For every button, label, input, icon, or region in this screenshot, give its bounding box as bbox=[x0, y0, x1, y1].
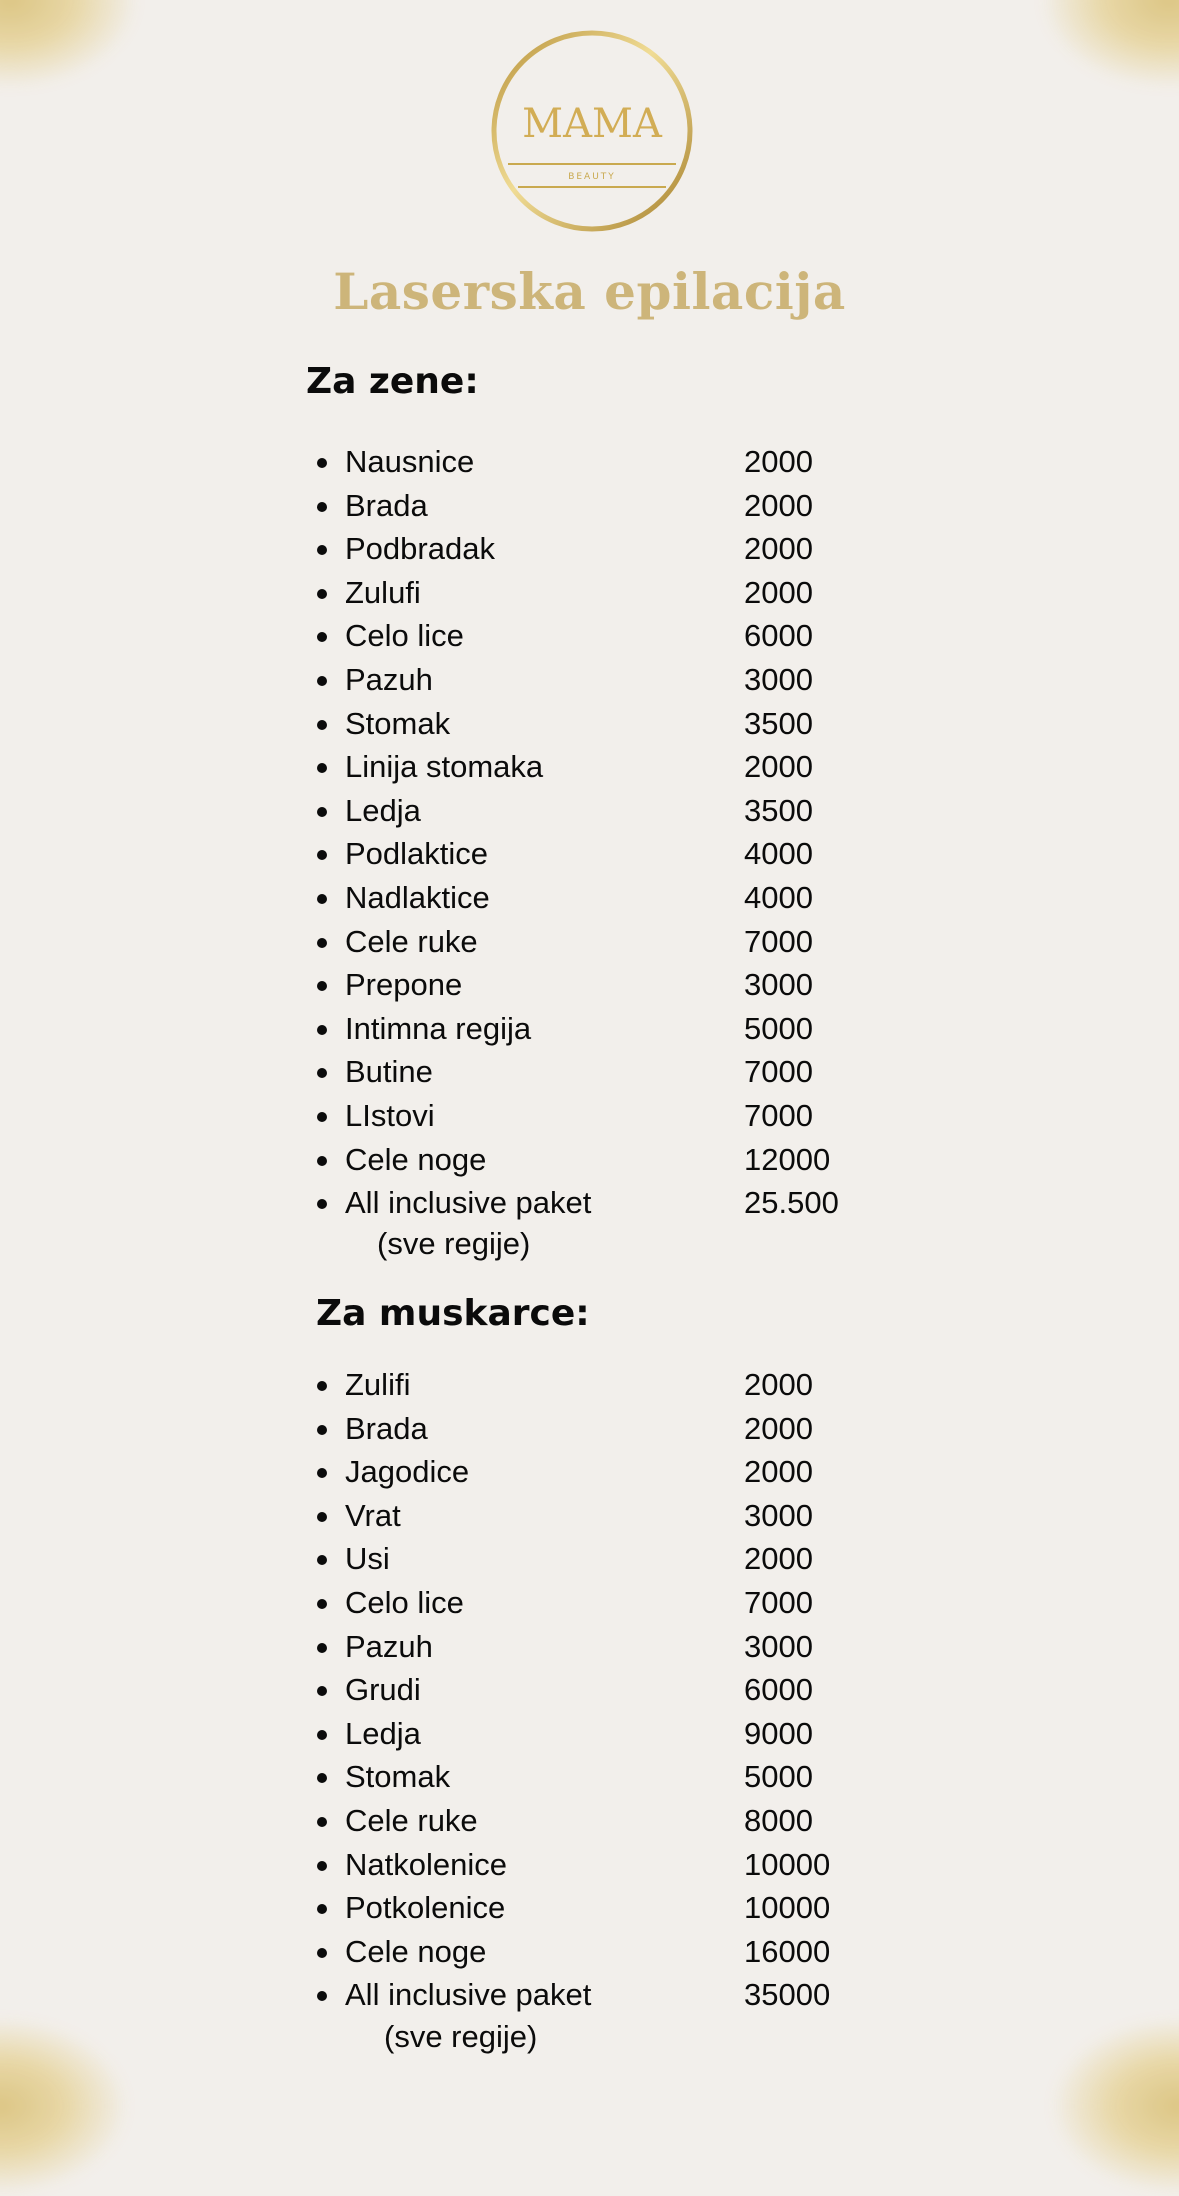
price-row bbox=[0, 1363, 900, 1407]
service-price: 2000 bbox=[744, 749, 813, 785]
price-row bbox=[0, 1494, 900, 1538]
bullet-icon bbox=[317, 1025, 327, 1035]
bullet-icon bbox=[317, 938, 327, 948]
bullet-icon bbox=[317, 1773, 327, 1783]
bullet-icon bbox=[317, 458, 327, 468]
price-row bbox=[0, 920, 900, 964]
service-price: 2000 bbox=[744, 1541, 813, 1577]
glitter-corner-top-right bbox=[1039, 0, 1179, 90]
bullet-icon bbox=[317, 589, 327, 599]
price-row bbox=[0, 1755, 900, 1799]
service-price: 10000 bbox=[744, 1890, 831, 1926]
service-name: Cele ruke bbox=[345, 1802, 478, 1838]
price-row bbox=[0, 1886, 900, 1930]
bullet-icon bbox=[317, 1991, 327, 2001]
price-row bbox=[0, 658, 900, 702]
service-price: 7000 bbox=[744, 1054, 813, 1090]
price-row bbox=[0, 1537, 900, 1581]
service-name: Cele ruke bbox=[345, 923, 478, 959]
service-price: 3000 bbox=[744, 1497, 813, 1533]
service-name: Ledja bbox=[345, 792, 421, 828]
bullet-icon bbox=[317, 1686, 327, 1696]
service-name: Ledja bbox=[345, 1715, 421, 1751]
price-row bbox=[0, 1973, 900, 2017]
service-name: Pazuh bbox=[345, 661, 433, 697]
service-name: Celo lice bbox=[345, 618, 464, 654]
bullet-icon bbox=[317, 1468, 327, 1478]
price-row bbox=[0, 1094, 900, 1138]
price-row bbox=[0, 832, 900, 876]
service-price: 2000 bbox=[744, 1367, 813, 1402]
bullet-icon bbox=[317, 1599, 327, 1609]
glitter-corner-top-left bbox=[0, 0, 140, 90]
price-row bbox=[0, 527, 900, 571]
bullet-icon bbox=[317, 1948, 327, 1958]
service-price: 35000 bbox=[744, 1977, 831, 2013]
service-name: All inclusive paket bbox=[345, 1977, 592, 2013]
service-name: Zulifi bbox=[345, 1367, 411, 1402]
bullet-icon bbox=[317, 1156, 327, 1166]
bullet-icon bbox=[317, 1068, 327, 1078]
service-name: Butine bbox=[345, 1054, 433, 1090]
service-name: Jagodice bbox=[345, 1454, 470, 1490]
bullet-icon bbox=[317, 850, 327, 860]
price-row bbox=[0, 614, 900, 658]
service-name: Podlaktice bbox=[345, 836, 489, 872]
service-name: Natkolenice bbox=[345, 1846, 507, 1882]
price-row bbox=[0, 440, 900, 484]
service-name: Prepone bbox=[345, 967, 463, 1003]
bullet-icon bbox=[317, 1199, 327, 1209]
bullet-icon bbox=[317, 1555, 327, 1565]
service-name: Nausnice bbox=[345, 444, 475, 479]
service-price: 16000 bbox=[744, 1933, 831, 1969]
bullet-icon bbox=[317, 1817, 327, 1827]
bullet-icon bbox=[317, 1861, 327, 1871]
price-row bbox=[0, 1581, 900, 1625]
bullet-icon bbox=[317, 720, 327, 730]
women-heading: Za zene: bbox=[306, 361, 479, 402]
bullet-icon bbox=[317, 981, 327, 991]
price-row bbox=[0, 1138, 900, 1182]
bullet-icon bbox=[317, 632, 327, 642]
service-price: 5000 bbox=[744, 1759, 813, 1795]
service-price: 6000 bbox=[744, 618, 813, 654]
bullet-icon bbox=[317, 763, 327, 773]
price-row bbox=[0, 963, 900, 1007]
service-price: 3000 bbox=[744, 661, 813, 697]
service-name: Zulufi bbox=[345, 574, 421, 610]
bullet-icon bbox=[317, 1730, 327, 1740]
service-price: 2000 bbox=[744, 1454, 813, 1490]
logo-brand-text: MAMA bbox=[522, 101, 662, 147]
service-name: Brada bbox=[345, 487, 428, 523]
bullet-icon bbox=[317, 676, 327, 686]
men-heading: Za muskarce: bbox=[316, 1293, 590, 1334]
service-name: Grudi bbox=[345, 1672, 421, 1708]
price-row bbox=[0, 1050, 900, 1094]
service-price: 3000 bbox=[744, 1628, 813, 1664]
price-row bbox=[0, 1007, 900, 1051]
bullet-icon bbox=[317, 502, 327, 512]
service-name: Cele noge bbox=[345, 1933, 487, 1969]
service-price: 7000 bbox=[744, 923, 813, 959]
price-row bbox=[0, 571, 900, 615]
bullet-icon bbox=[317, 1425, 327, 1435]
service-price: 2000 bbox=[744, 531, 813, 567]
price-row bbox=[0, 1407, 900, 1451]
service-name: Podbradak bbox=[345, 531, 495, 567]
price-row bbox=[0, 484, 900, 528]
bullet-icon bbox=[317, 1643, 327, 1653]
service-name: Stomak bbox=[345, 1759, 451, 1795]
service-price: 8000 bbox=[744, 1802, 813, 1838]
glitter-corner-bottom-left bbox=[0, 2016, 130, 2196]
service-name: Stomak bbox=[345, 705, 451, 741]
glitter-corner-bottom-right bbox=[1049, 2016, 1179, 2196]
bullet-icon bbox=[317, 545, 327, 555]
service-price: 7000 bbox=[744, 1584, 813, 1620]
service-price: 25.500 bbox=[744, 1185, 839, 1221]
service-price: 9000 bbox=[744, 1715, 813, 1751]
service-price: 5000 bbox=[744, 1010, 813, 1046]
service-price: 10000 bbox=[744, 1846, 831, 1882]
brand-logo bbox=[490, 29, 694, 233]
service-name: All inclusive paket bbox=[345, 1185, 592, 1221]
service-price: 12000 bbox=[744, 1141, 831, 1177]
bullet-icon bbox=[317, 1112, 327, 1122]
price-row bbox=[0, 789, 900, 833]
service-price: 2000 bbox=[744, 1410, 813, 1446]
price-row bbox=[0, 1450, 900, 1494]
service-price: 2000 bbox=[744, 444, 813, 479]
bullet-icon bbox=[317, 894, 327, 904]
women-price-list bbox=[0, 440, 900, 1225]
logo-emblem bbox=[490, 29, 694, 233]
service-name: Pazuh bbox=[345, 1628, 433, 1664]
price-row bbox=[0, 1625, 900, 1669]
price-row bbox=[0, 1843, 900, 1887]
men-package-note: (sve regije) bbox=[384, 2019, 538, 2054]
bullet-icon bbox=[317, 807, 327, 817]
price-row bbox=[0, 876, 900, 920]
service-name: Nadlaktice bbox=[345, 879, 490, 915]
price-row bbox=[0, 1712, 900, 1756]
price-row bbox=[0, 1799, 900, 1843]
service-name: Brada bbox=[345, 1410, 428, 1446]
service-price: 6000 bbox=[744, 1672, 813, 1708]
logo-sub-text: BEAUTY bbox=[568, 172, 616, 182]
service-name: Linija stomaka bbox=[345, 749, 544, 785]
price-row bbox=[0, 1181, 900, 1225]
service-name: Vrat bbox=[345, 1497, 401, 1533]
service-price: 2000 bbox=[744, 487, 813, 523]
service-name: Potkolenice bbox=[345, 1890, 506, 1926]
women-package-note: (sve regije) bbox=[377, 1226, 531, 1261]
service-price: 4000 bbox=[744, 879, 813, 915]
bullet-icon bbox=[317, 1381, 327, 1391]
bullet-icon bbox=[317, 1512, 327, 1522]
service-name: LIstovi bbox=[345, 1097, 435, 1133]
price-row bbox=[0, 702, 900, 746]
service-name: Usi bbox=[345, 1541, 390, 1577]
price-row bbox=[0, 745, 900, 789]
service-price: 3500 bbox=[744, 792, 813, 828]
price-row bbox=[0, 1930, 900, 1974]
service-price: 4000 bbox=[744, 836, 813, 872]
men-price-list bbox=[0, 1363, 900, 2017]
price-row bbox=[0, 1668, 900, 1712]
service-price: 7000 bbox=[744, 1097, 813, 1133]
service-price: 3000 bbox=[744, 967, 813, 1003]
page-title: Laserska epilacija bbox=[333, 262, 846, 321]
service-name: Celo lice bbox=[345, 1584, 464, 1620]
service-name: Cele noge bbox=[345, 1141, 487, 1177]
service-price: 2000 bbox=[744, 574, 813, 610]
service-price: 3500 bbox=[744, 705, 813, 741]
bullet-icon bbox=[317, 1904, 327, 1914]
service-name: Intimna regija bbox=[345, 1010, 532, 1046]
